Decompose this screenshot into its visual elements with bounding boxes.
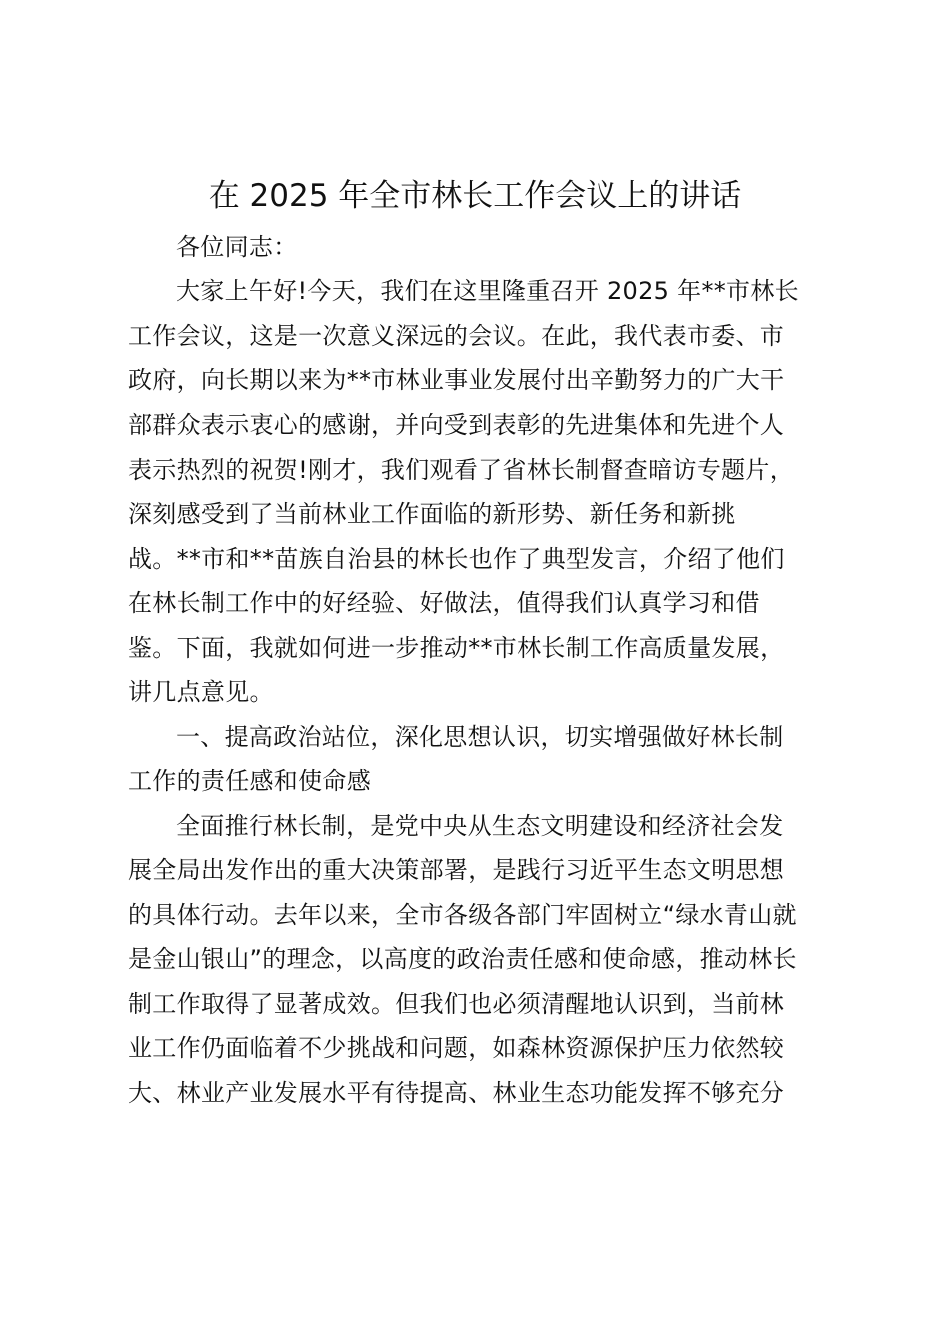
- paragraph-line: 鉴。下面，我就如何进一步推动**市林长制工作高质量发展，: [128, 634, 785, 662]
- paragraph-line: 制工作取得了显著成效。但我们也必须清醒地认识到，当前林: [128, 990, 785, 1018]
- paragraph-line: 的具体行动。去年以来，全市各级各部门牢固树立“绿水青山就: [128, 901, 797, 929]
- paragraph-line: 讲几点意见。: [128, 678, 274, 706]
- salutation: 各位同志：: [176, 233, 298, 261]
- paragraph-line: 政府，向长期以来为**市林业事业发展付出辛勤努力的广大干: [128, 366, 785, 394]
- paragraph-line: 在林长制工作中的好经验、好做法，值得我们认真学习和借: [128, 589, 760, 617]
- paragraph-line: 深刻感受到了当前林业工作面临的新形势、新任务和新挑: [128, 500, 736, 528]
- document-title: 在 2025 年全市林长工作会议上的讲话: [208, 178, 742, 214]
- paragraph-line: 业工作仍面临着不少挑战和问题，如森林资源保护压力依然较: [128, 1034, 785, 1062]
- paragraph-line: 部群众表示衷心的感谢，并向受到表彰的先进集体和先进个人: [128, 411, 785, 439]
- paragraph-line: 大家上午好!今天，我们在这里隆重召开 2025 年**市林长: [176, 277, 799, 305]
- paragraph-line: 大、林业产业发展水平有待提高、林业生态功能发挥不够充分: [128, 1079, 785, 1107]
- paragraph-line: 全面推行林长制，是党中央从生态文明建设和经济社会发: [176, 812, 784, 840]
- section-heading-line: 工作的责任感和使命感: [128, 767, 371, 795]
- paragraph-line: 工作会议，这是一次意义深远的会议。在此，我代表市委、市: [128, 322, 785, 350]
- paragraph-line: 表示热烈的祝贺!刚才，我们观看了省林长制督查暗访专题片，: [128, 456, 795, 484]
- paragraph-line: 是金山银山”的理念，以高度的政治责任感和使命感，推动林长: [128, 945, 797, 973]
- paragraph-line: 战。**市和**苗族自治县的林长也作了典型发言，介绍了他们: [128, 545, 785, 573]
- paragraph-line: 展全局出发作出的重大决策部署，是践行习近平生态文明思想: [128, 856, 785, 884]
- section-heading-line: 一、提高政治站位，深化思想认识，切实增强做好林长制: [176, 723, 784, 751]
